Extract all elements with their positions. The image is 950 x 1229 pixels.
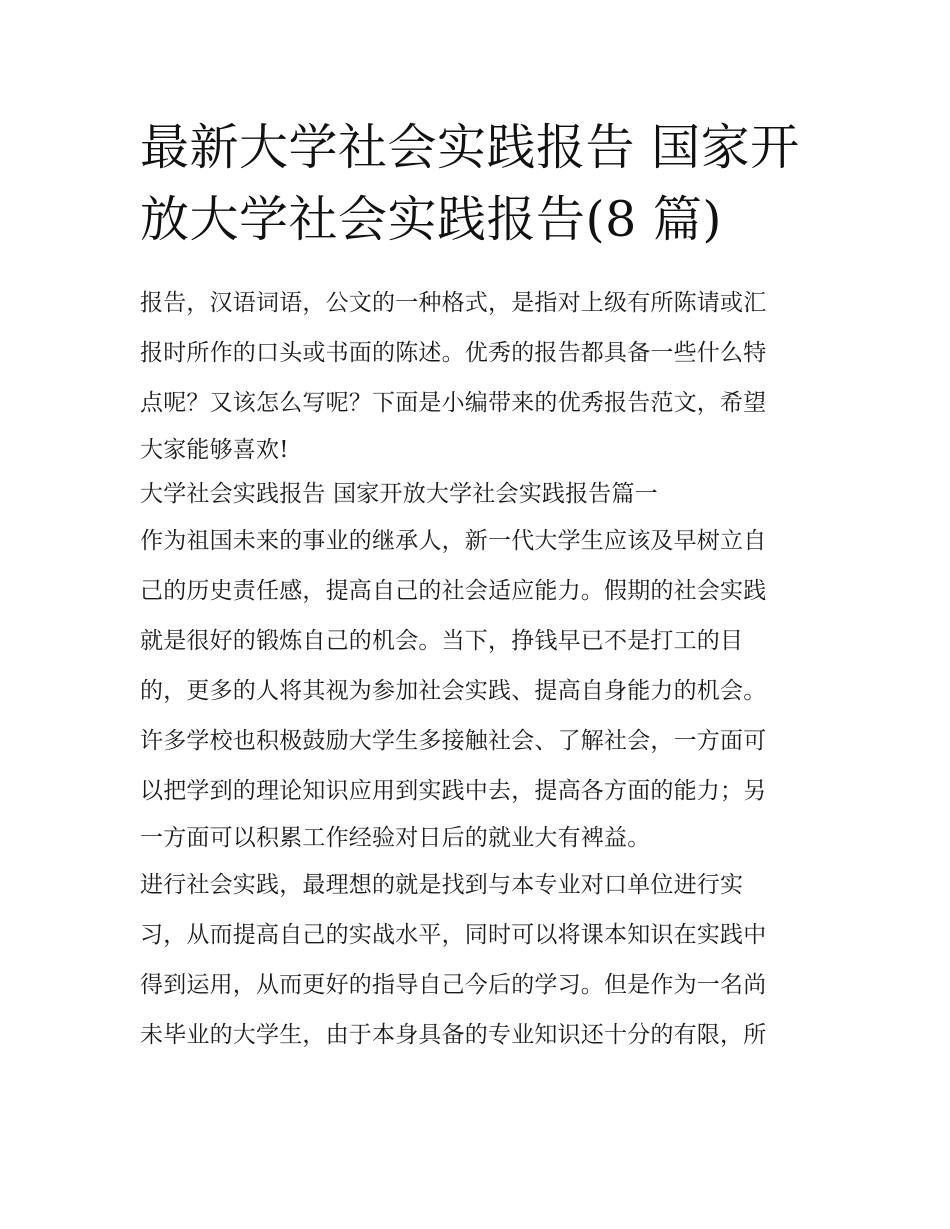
body-line: 得到运用，从而更好的指导自己今后的学习。但是作为一名尚 [140, 972, 767, 998]
body-line: 作为祖国未来的事业的继承人，新一代大学生应该及早树立自 [140, 528, 767, 554]
body-line: 的，更多的人将其视为参加社会实践、提高自身能力的机会。 [140, 678, 767, 704]
body-line: 就是很好的锻炼自己的机会。当下，挣钱早已不是打工的目 [140, 628, 744, 654]
body-line: 报时所作的口头或书面的陈述。优秀的报告都具备一些什么特 [140, 340, 767, 366]
body-line: 未毕业的大学生，由于本身具备的专业知识还十分的有限，所 [140, 1022, 767, 1048]
body-line: 进行社会实践，最理想的就是找到与本专业对口单位进行实 [140, 872, 744, 898]
document-body [140, 278, 820, 1060]
body-line: 点呢？又该怎么写呢？下面是小编带来的优秀报告范文，希望 [140, 390, 767, 416]
section-heading: 大学社会实践报告 国家开放大学社会实践报告篇一 [140, 481, 658, 507]
title-line-1: 最新大学社会实践报告 国家开 [140, 119, 800, 176]
body-line: 许多学校也积极鼓励大学生多接触社会、了解社会，一方面可 [140, 728, 767, 754]
body-line: 己的历史责任感，提高自己的社会适应能力。假期的社会实践 [140, 578, 767, 604]
body-line: 习，从而提高自己的实战水平，同时可以将课本知识在实践中 [140, 922, 767, 948]
body-line: 以把学到的理论知识应用到实践中去，提高各方面的能力；另 [140, 778, 767, 804]
body-line: 一方面可以积累工作经验对日后的就业大有裨益。 [140, 825, 651, 851]
document-title [140, 112, 820, 256]
body-line: 报告，汉语词语，公文的一种格式，是指对上级有所陈请或汇 [140, 290, 767, 316]
body-line: 大家能够喜欢! [140, 437, 289, 463]
title-line-2: 放大学社会实践报告(8 篇) [140, 191, 722, 248]
